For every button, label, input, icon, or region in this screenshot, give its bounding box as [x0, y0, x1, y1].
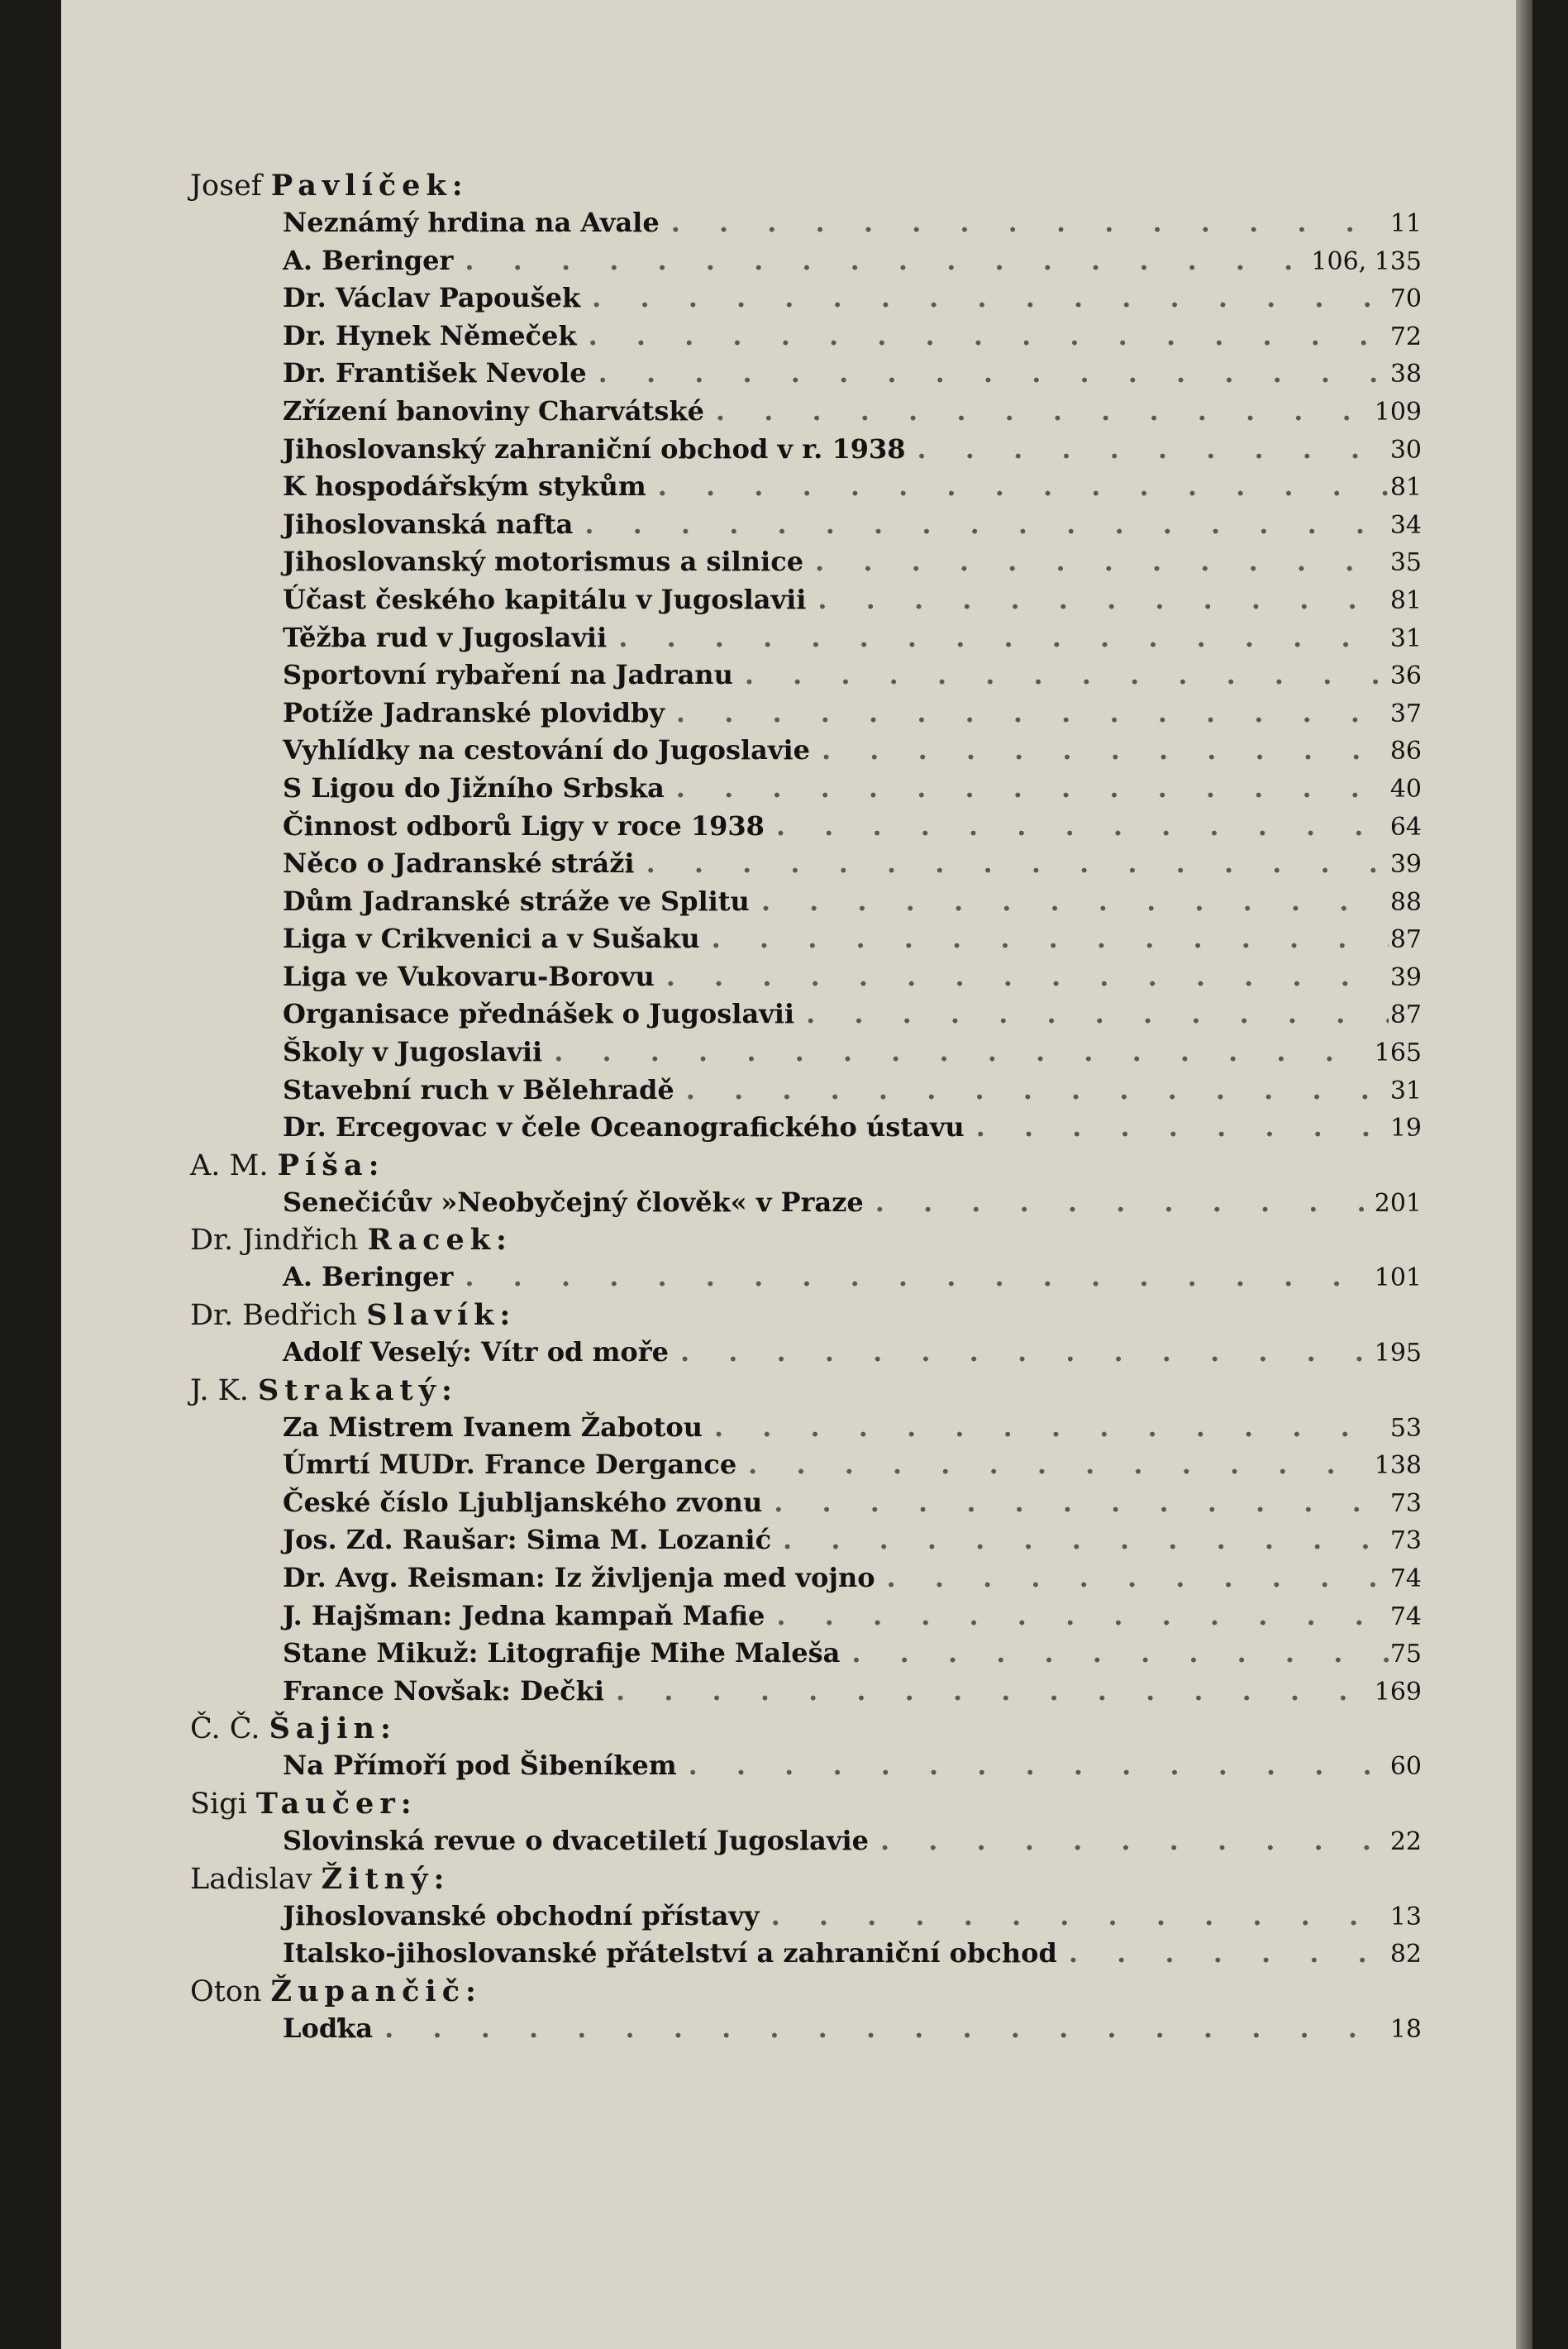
author-surname: Taučer:	[255, 1786, 417, 1821]
entry-title: Jihoslovanský motorismus a silnice	[283, 546, 804, 578]
entry-page-number: 31	[1389, 1076, 1422, 1105]
toc-entry	[283, 279, 1422, 317]
dot-leader	[1057, 1935, 1389, 1973]
author-group	[190, 1296, 1422, 1372]
author-first-name: Dr. Bedřich	[190, 1299, 358, 1333]
entry-title: Loďka	[283, 2012, 374, 2044]
entry-page-number: 109	[1374, 397, 1422, 427]
entry-page-number: 39	[1389, 850, 1422, 880]
toc-entry	[283, 920, 1422, 958]
toc-entry	[283, 431, 1422, 469]
author-first-name: A. M.	[190, 1148, 269, 1182]
toc-entry	[283, 468, 1422, 506]
entry-list	[190, 1334, 1422, 1372]
entry-page-number: 70	[1389, 284, 1422, 314]
toc-entry	[283, 845, 1422, 883]
author-heading	[190, 1221, 1422, 1258]
entry-page-number: 39	[1389, 962, 1422, 992]
entry-page-number: 81	[1389, 585, 1422, 615]
dot-leader	[906, 431, 1389, 469]
dot-leader	[875, 1559, 1389, 1597]
entry-page-number: 165	[1374, 1038, 1422, 1068]
entry-page-number: 53	[1389, 1413, 1422, 1443]
toc-entry	[283, 656, 1422, 695]
author-first-name: Č. Č.	[190, 1712, 260, 1746]
entry-page-number: 87	[1389, 925, 1422, 955]
dot-leader	[703, 1409, 1389, 1447]
entry-page-number: 88	[1389, 887, 1422, 917]
dot-leader	[750, 883, 1389, 921]
entry-title: Liga ve Vukovaru-Borovu	[283, 960, 655, 992]
dot-leader	[733, 656, 1389, 695]
entry-title: Školy v Jugoslavii	[283, 1036, 543, 1068]
entry-page-number: 30	[1389, 435, 1422, 465]
entry-page-number: 74	[1389, 1602, 1422, 1631]
entry-page-number: 86	[1389, 737, 1422, 766]
toc-entry	[283, 355, 1422, 393]
dot-leader	[453, 242, 1311, 280]
dot-leader	[765, 1597, 1389, 1635]
toc-entry	[283, 770, 1422, 808]
dot-leader	[665, 695, 1389, 733]
toc-entry	[283, 506, 1422, 544]
author-first-name: Ladislav	[190, 1862, 312, 1896]
entry-page-number: 82	[1389, 1940, 1422, 1969]
author-group	[190, 1860, 1422, 1973]
entry-title: Dr. Hynek Němeček	[283, 319, 577, 351]
toc-entry	[283, 732, 1422, 770]
entry-title: France Novšak: Dečki	[283, 1674, 604, 1707]
dot-leader	[655, 958, 1389, 996]
toc-entry	[283, 1559, 1422, 1597]
entry-page-number: 60	[1389, 1752, 1422, 1782]
entry-title: Italsko-jihoslovanské přátelství a zahraniční obchod	[283, 1937, 1057, 1969]
toc-entry	[283, 1521, 1422, 1559]
author-first-name: Sigi	[190, 1787, 247, 1821]
entry-title: Zřízení banoviny Charvátské	[283, 394, 704, 427]
entry-page-number: 19	[1389, 1114, 1422, 1143]
entry-title: Dr. Václav Papoušek	[283, 282, 581, 314]
entry-title: Úmrtí MUDr. France Dergance	[283, 1449, 737, 1481]
dot-leader	[577, 317, 1389, 356]
toc-entry	[283, 1484, 1422, 1522]
toc-entry	[283, 695, 1422, 733]
dot-leader	[700, 920, 1389, 958]
entry-title: Potíže Jadranské plovidby	[283, 696, 665, 728]
toc-entry	[283, 1935, 1422, 1973]
dot-leader	[771, 1521, 1389, 1559]
entry-list	[190, 1898, 1422, 1973]
toc-entry	[283, 204, 1422, 242]
entry-page-number: 18	[1389, 2014, 1422, 2044]
entry-page-number: 73	[1389, 1488, 1422, 1518]
entry-page-number: 75	[1389, 1640, 1422, 1669]
author-group	[190, 1710, 1422, 1785]
entry-page-number: 31	[1389, 623, 1422, 653]
toc-entry	[283, 317, 1422, 356]
author-first-name: Dr. Jindřich	[190, 1224, 359, 1258]
entry-list	[190, 1184, 1422, 1222]
author-surname: Racek:	[367, 1223, 512, 1258]
entry-title: Něco o Jadranské stráži	[283, 847, 635, 880]
entry-title: A. Beringer	[283, 244, 454, 276]
dot-leader	[736, 1446, 1375, 1484]
entry-page-number: 36	[1389, 661, 1422, 691]
toc-entry	[283, 1409, 1422, 1447]
entry-title: Stane Mikuž: Litografije Mihe Maleša	[283, 1637, 841, 1669]
entry-page-number: 169	[1374, 1677, 1422, 1707]
toc-entry	[283, 1673, 1422, 1711]
toc-entry	[283, 1072, 1422, 1110]
dot-leader	[810, 732, 1389, 770]
dot-leader	[674, 1072, 1389, 1110]
dot-leader	[373, 2010, 1389, 2048]
entry-title: S Ligou do Jižního Srbska	[283, 771, 665, 804]
entry-title: Sportovní rybaření na Jadranu	[283, 659, 733, 691]
toc-entry	[283, 1747, 1422, 1785]
entry-list	[190, 204, 1422, 1147]
entry-title: Dům Jadranské stráže ve Splitu	[283, 885, 750, 917]
author-heading	[190, 1372, 1422, 1409]
toc-entry	[283, 1635, 1422, 1673]
entry-page-number: 201	[1374, 1188, 1422, 1218]
entry-title: Účast českého kapitálu v Jugoslavii	[283, 583, 807, 615]
author-heading	[190, 1296, 1422, 1334]
author-group	[190, 167, 1422, 1147]
dot-leader	[607, 619, 1389, 657]
author-surname: Pavlíček:	[270, 169, 469, 203]
entry-title: Za Mistrem Ivanem Žabotou	[283, 1411, 703, 1443]
entry-page-number: 106, 135	[1311, 246, 1422, 276]
toc-entry	[283, 1034, 1422, 1072]
entry-title: Činnost odborů Ligy v roce 1938	[283, 809, 765, 842]
entry-page-number: 22	[1389, 1826, 1422, 1856]
entry-title: Senečićův »Neobyčejný člověk« v Praze	[283, 1186, 864, 1218]
dot-leader	[635, 845, 1389, 883]
entry-page-number: 37	[1389, 699, 1422, 728]
entry-page-number: 34	[1389, 510, 1422, 540]
toc-entry	[283, 1597, 1422, 1635]
dot-leader	[573, 506, 1389, 544]
dot-leader	[669, 1334, 1375, 1372]
dot-leader	[869, 1822, 1389, 1860]
author-group	[190, 1973, 1422, 2048]
author-heading	[190, 167, 1422, 204]
author-heading	[190, 1785, 1422, 1822]
toc-entry	[283, 1822, 1422, 1860]
toc-entry	[283, 619, 1422, 657]
dot-leader	[803, 543, 1389, 581]
author-group	[190, 1147, 1422, 1222]
toc-entry	[283, 393, 1422, 431]
toc-entry	[283, 2010, 1422, 2048]
entry-page-number: 64	[1389, 812, 1422, 842]
entry-list	[190, 1747, 1422, 1785]
toc-entry	[283, 1109, 1422, 1147]
dot-leader	[665, 770, 1389, 808]
entry-title: Jihoslovanské obchodní přístavy	[283, 1899, 760, 1931]
entry-title: A. Beringer	[283, 1261, 454, 1293]
author-first-name: J. K.	[190, 1373, 249, 1407]
table-of-contents	[190, 167, 1422, 2047]
toc-entry	[283, 543, 1422, 581]
toc-entry	[283, 581, 1422, 619]
entry-title: Dr. Ercegovac v čele Oceanografického ústavu	[283, 1111, 965, 1143]
author-group	[190, 1372, 1422, 1711]
entry-title: Vyhlídky na cestování do Jugoslavie	[283, 734, 810, 766]
dot-leader	[646, 468, 1389, 506]
entry-page-number: 38	[1389, 360, 1422, 389]
toc-entry	[283, 883, 1422, 921]
dot-leader	[453, 1258, 1374, 1296]
entry-title: Neznámý hrdina na Avale	[283, 207, 660, 238]
author-group	[190, 1785, 1422, 1860]
toc-entry	[283, 1184, 1422, 1222]
author-heading	[190, 1147, 1422, 1184]
entry-page-number: 138	[1374, 1451, 1422, 1481]
entry-title: Na Přímoří pod Šibeníkem	[283, 1750, 677, 1782]
entry-title: J. Hajšman: Jedna kampaň Mafie	[283, 1599, 765, 1631]
dot-leader	[965, 1109, 1389, 1147]
entry-title: Organisace přednášek o Jugoslavii	[283, 998, 795, 1030]
dot-leader	[760, 1898, 1389, 1936]
entry-title: Dr. František Nevole	[283, 357, 587, 389]
entry-page-number: 11	[1389, 209, 1422, 238]
entry-page-number: 74	[1389, 1564, 1422, 1593]
author-heading	[190, 1973, 1422, 2010]
entry-list	[190, 1258, 1422, 1296]
entry-page-number: 87	[1389, 1000, 1422, 1030]
author-surname: Župančič:	[270, 1974, 482, 2008]
dot-leader	[762, 1484, 1389, 1522]
author-heading	[190, 1860, 1422, 1898]
author-first-name: Josef	[190, 169, 262, 203]
entry-title: Těžba rud v Jugoslavii	[283, 621, 608, 653]
entry-title: Dr. Avg. Reisman: Iz življenja med vojno	[283, 1562, 875, 1593]
dot-leader	[864, 1184, 1375, 1222]
entry-list	[190, 1822, 1422, 1860]
page-spine-shadow	[1516, 0, 1532, 2349]
dot-leader	[542, 1034, 1375, 1072]
toc-entry	[283, 242, 1422, 280]
entry-page-number: 101	[1374, 1263, 1422, 1293]
entry-list	[190, 2010, 1422, 2048]
entry-page-number: 73	[1389, 1526, 1422, 1556]
dot-leader	[806, 581, 1389, 619]
entry-page-number: 13	[1389, 1902, 1422, 1931]
entry-page-number: 35	[1389, 548, 1422, 578]
author-surname: Šajin:	[269, 1712, 397, 1746]
dot-leader	[840, 1635, 1389, 1673]
entry-title: České číslo Ljubljanského zvonu	[283, 1486, 763, 1518]
entry-title: Jihoslovanská nafta	[283, 508, 574, 540]
dot-leader	[660, 204, 1389, 242]
dot-leader	[765, 808, 1389, 846]
toc-entry	[283, 958, 1422, 996]
toc-entry	[283, 1334, 1422, 1372]
dot-leader	[580, 279, 1389, 317]
author-heading	[190, 1710, 1422, 1747]
dot-leader	[587, 355, 1389, 393]
author-group	[190, 1221, 1422, 1296]
entry-title: Adolf Veselý: Vítr od moře	[283, 1336, 669, 1368]
toc-entry	[283, 995, 1422, 1034]
author-surname: Žitný:	[321, 1861, 450, 1896]
dot-leader	[794, 995, 1389, 1034]
dot-leader	[604, 1673, 1375, 1711]
toc-entry	[283, 1446, 1422, 1484]
author-first-name: Oton	[190, 1974, 262, 2008]
entry-page-number: 81	[1389, 473, 1422, 503]
toc-entry	[283, 808, 1422, 846]
entry-title: Slovinská revue o dvacetiletí Jugoslavie	[283, 1824, 869, 1856]
entry-page-number: 195	[1374, 1339, 1422, 1368]
entry-title: K hospodářským stykům	[283, 470, 646, 503]
entry-title: Liga v Crikvenici a v Sušaku	[283, 923, 700, 955]
author-surname: Strakatý:	[257, 1373, 458, 1407]
author-surname: Slavík:	[366, 1298, 517, 1333]
toc-entry	[283, 1898, 1422, 1936]
author-surname: Píša:	[277, 1148, 385, 1182]
entry-title: Jihoslovanský zahraniční obchod v r. 1938	[283, 432, 906, 465]
entry-page-number: 72	[1389, 322, 1422, 351]
dot-leader	[677, 1747, 1389, 1785]
dot-leader	[704, 393, 1375, 431]
entry-title: Jos. Zd. Raušar: Sima M. Lozanić	[283, 1524, 772, 1556]
entry-title: Stavební ruch v Bělehradě	[283, 1073, 674, 1105]
entry-list	[190, 1409, 1422, 1711]
toc-entry	[283, 1258, 1422, 1296]
entry-page-number: 40	[1389, 774, 1422, 804]
